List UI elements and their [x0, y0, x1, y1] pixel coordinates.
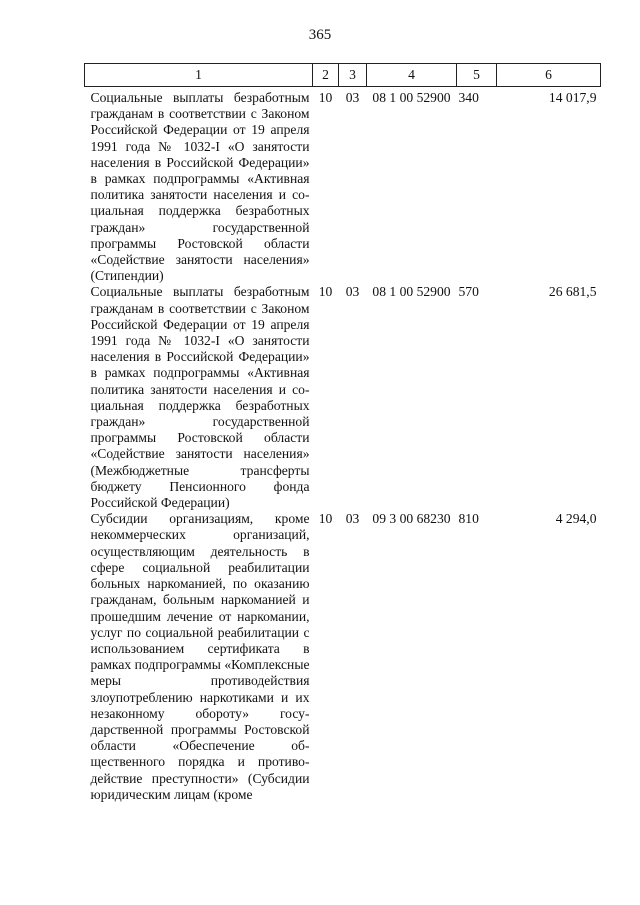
table-row [85, 87, 601, 285]
column-header-3: 3 [339, 64, 367, 87]
budget-table [84, 63, 601, 803]
column-header-5: 5 [457, 64, 497, 87]
row-expense-type: 570 [458, 284, 479, 300]
row-subsection: 03 [345, 511, 360, 527]
column-header-1: 1 [85, 64, 313, 87]
row-description: Социальные выплаты безработным гражданам в соответствии с Законом Российской Федерации от 19 апреля 1991 года № 1032-I «О занятости населения в Российской Федерации» в рамках подпрограммы «Активная политика занятости населения и социальная поддержка безработных граждан» государственной программы Ростовской области «Содействие занятости населения» (Межбюджетные трансферты бюджету Пенсионного фонда Российской Федерации) [90, 284, 310, 511]
page-number: 365 [308, 27, 332, 43]
row-target-code: 09 3 00 68230 [372, 511, 451, 527]
row-section: 10 [318, 284, 333, 300]
row-target-code: 08 1 00 52900 [372, 284, 451, 300]
row-section: 10 [318, 511, 333, 527]
table-header-row [85, 64, 601, 87]
table-row [85, 284, 601, 511]
row-description: Субсидии организациям, кроме некоммерческих организаций, осуществляющим деятельность в сфере социальной реабилитации больных наркоманией, по оказанию гражданам, больным наркоманией и прошедшим лечение от наркомании, услуг по социальной реабилитации с использованием сертификата в рамках подпрограммы «Комплексные меры противодействия злоупотреблению наркотиками и их незаконному обороту» государственной программы Ростовской области «Обеспечение общественного порядка и противодействие преступности» (Субсидии юридическим лицам (кроме [90, 511, 310, 802]
row-subsection: 03 [345, 284, 360, 300]
table-row [85, 511, 601, 803]
row-amount: 26 681,5 [548, 284, 597, 300]
column-header-2: 2 [313, 64, 339, 87]
row-expense-type: 810 [458, 511, 479, 527]
row-amount: 4 294,0 [555, 511, 597, 527]
row-amount: 14 017,9 [548, 90, 597, 105]
row-target-code: 08 1 00 52900 [372, 90, 451, 105]
row-section: 10 [318, 90, 333, 105]
column-header-6: 6 [497, 64, 601, 87]
column-header-4: 4 [367, 64, 457, 87]
row-expense-type: 340 [458, 90, 479, 105]
row-subsection: 03 [345, 90, 360, 105]
row-description: Социальные выплаты безработным гражданам в соответствии с Законом Российской Федерации от 19 апреля 1991 года № 1032-I «О занятости населения в Российской Федерации» в рамках подпрограммы «Активная политика занятости населения и социальная поддержка безработных граждан» государственной программы Ростовской области «Содействие занятости населения» (Стипендии) [90, 90, 310, 284]
